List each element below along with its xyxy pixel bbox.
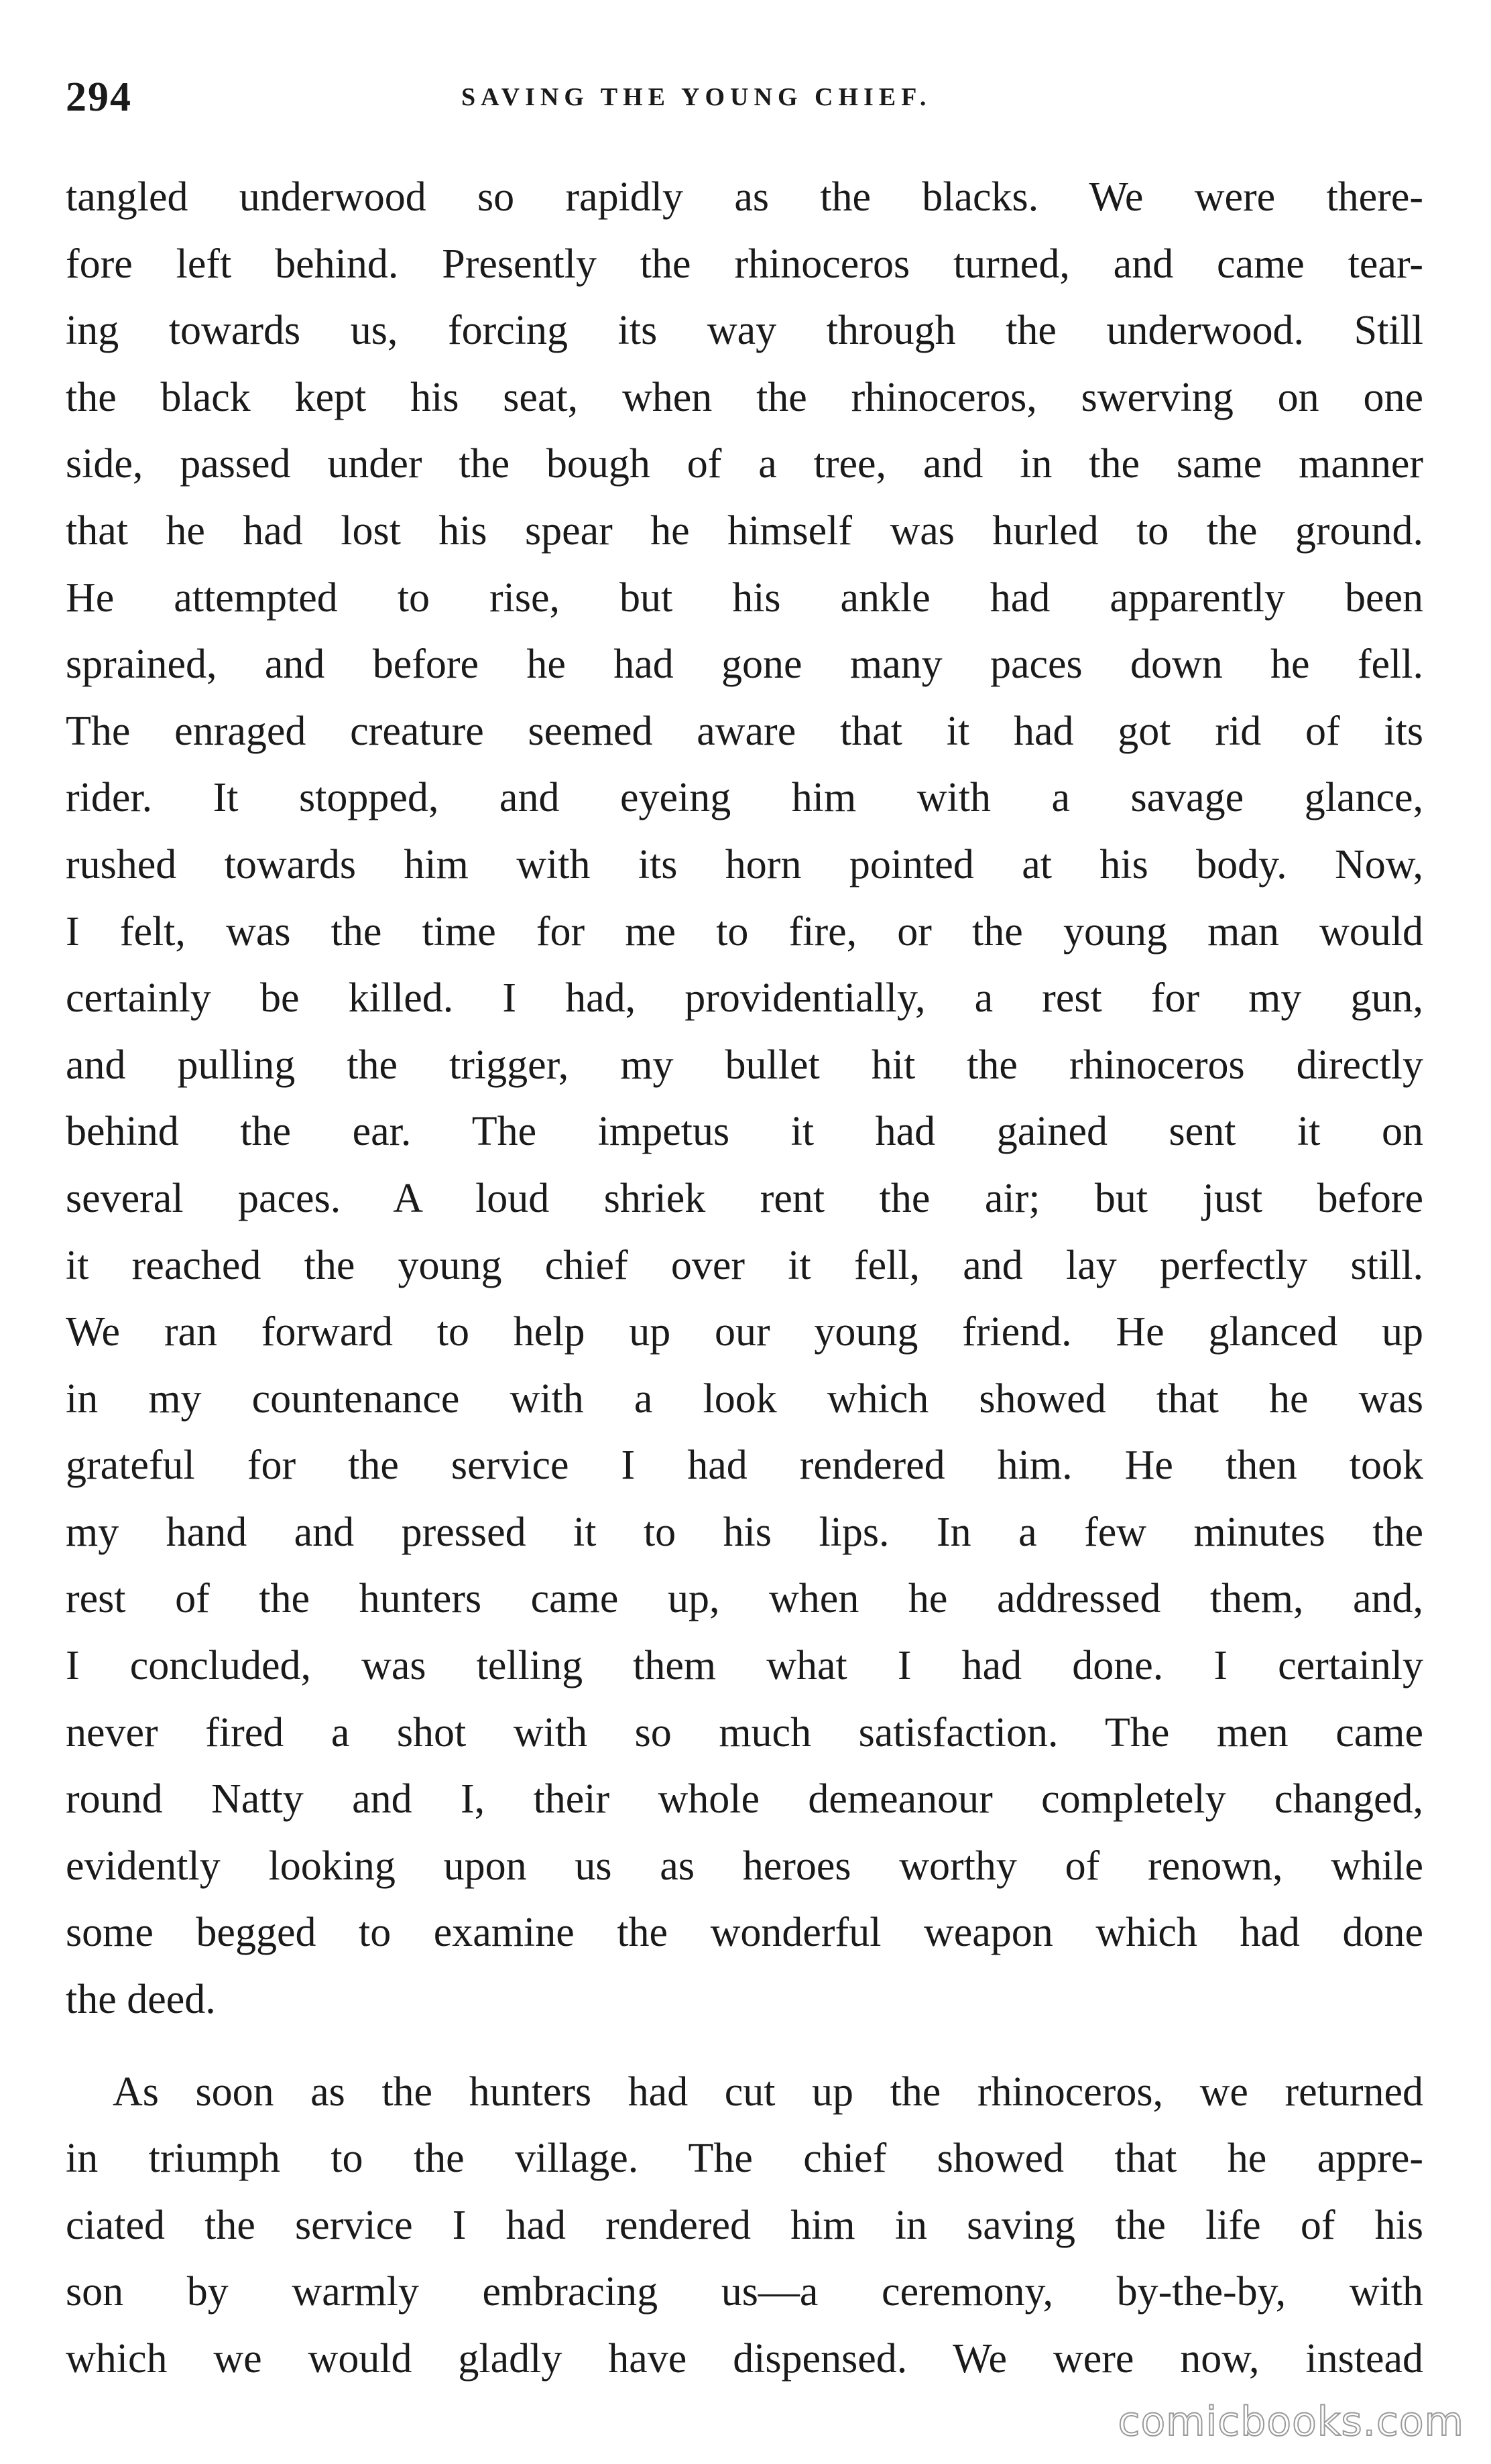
text-line: in triumph to the village. The chief showed that he appre- [66, 2136, 1423, 2182]
text-line: ciated the service I had rendered him in saving the life of his [66, 2202, 1423, 2248]
page-number: 294 [66, 74, 132, 120]
paragraph-gap [66, 2034, 1423, 2059]
text-line: I felt, was the time for me to fire, or the young man would [66, 908, 1423, 954]
text-line: some begged to examine the wonderful weapon which had done [66, 1910, 1423, 1956]
text-line: round Natty and I, their whole demeanour completely changed, [66, 1776, 1423, 1823]
text-line: He attempted to rise, but his ankle had apparently been [66, 574, 1423, 621]
running-title: SAVING THE YOUNG CHIEF. [461, 83, 932, 111]
watermark-logo: comicbooks.com [1118, 2398, 1464, 2445]
text-line: several paces. A loud shriek rent the air; but just before [66, 1175, 1423, 1221]
text-line: it reached the young chief over it fell, and lay perfectly still. [66, 1242, 1423, 1288]
text-line: side, passed under the bough of a tree, and in the same manner [66, 441, 1423, 487]
running-head [66, 67, 1423, 127]
text-line: rider. It stopped, and eyeing him with a savage glance, [66, 775, 1423, 821]
text-line: son by warmly embracing us—a ceremony, by-the-by, with [66, 2269, 1423, 2315]
text-line: which we would gladly have dispensed. We were now, instead [66, 2336, 1423, 2382]
text-line: As soon as the hunters had cut up the rhinoceros, we returned [113, 2069, 1423, 2115]
body-text [66, 164, 1423, 2393]
text-line: tangled underwood so rapidly as the blacks. We were there- [66, 174, 1423, 220]
text-line: rest of the hunters came up, when he addressed them, and, [66, 1576, 1423, 1622]
text-line: rushed towards him with its horn pointed at his body. Now, [66, 841, 1423, 887]
text-line: The enraged creature seemed aware that it had got rid of its [66, 708, 1423, 754]
text-line: certainly be killed. I had, providentially, a rest for my gun, [66, 975, 1423, 1022]
text-line: in my countenance with a look which showed that he was [66, 1375, 1423, 1422]
text-line: behind the ear. The impetus it had gained sent it on [66, 1109, 1423, 1155]
text-line: the deed. [66, 1977, 216, 2023]
text-line: and pulling the trigger, my bullet hit the rhinoceros directly [66, 1042, 1423, 1088]
text-line: grateful for the service I had rendered him. He then took [66, 1442, 1423, 1489]
text-line: sprained, and before he had gone many paces down he fell. [66, 641, 1423, 688]
text-line: never fired a shot with so much satisfaction. The men came [66, 1709, 1423, 1755]
text-line: I concluded, was telling them what I had done. I certainly [66, 1643, 1423, 1689]
text-line: evidently looking upon us as heroes worthy of renown, while [66, 1843, 1423, 1889]
text-line: my hand and pressed it to his lips. In a few minutes the [66, 1509, 1423, 1555]
text-line: fore left behind. Presently the rhinoceros turned, and came tear- [66, 241, 1423, 287]
text-line: the black kept his seat, when the rhinoceros, swerving on one [66, 374, 1423, 420]
text-line: that he had lost his spear he himself was hurled to the ground. [66, 507, 1423, 554]
paragraph-1 [66, 164, 1423, 2034]
paragraph-2 [66, 2059, 1423, 2393]
text-line: ing towards us, forcing its way through the underwood. Still [66, 308, 1423, 354]
text-line: We ran forward to help up our young friend. He glanced up [66, 1309, 1423, 1355]
